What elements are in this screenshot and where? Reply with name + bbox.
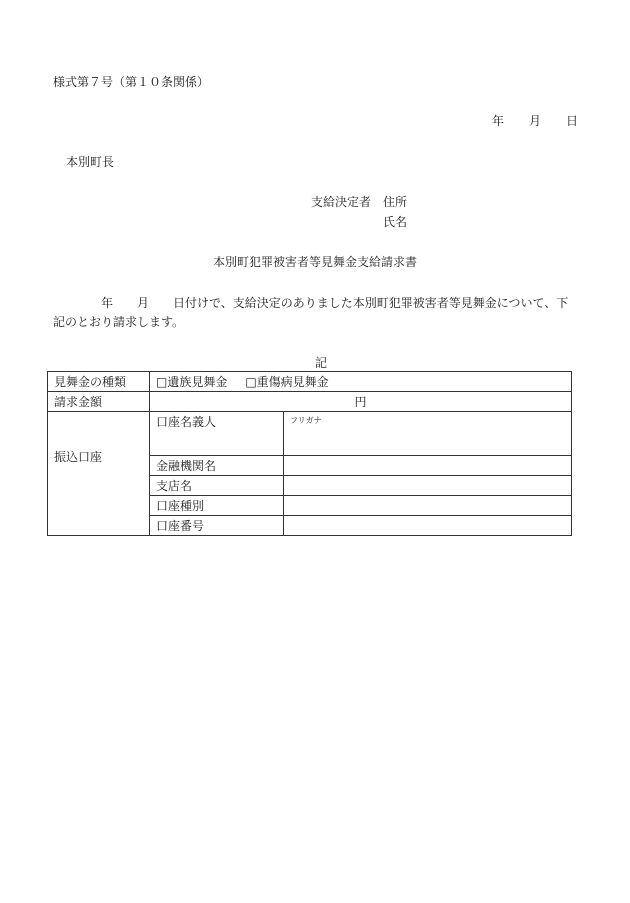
kind-options	[150, 372, 572, 392]
month-label: 月	[529, 114, 542, 128]
type-field[interactable]	[284, 496, 572, 516]
body-text: 年 月 日付けで、支給決定のありました本別町犯罪被害者等見舞金について、下記のとおり請求します。	[53, 296, 569, 329]
holder-label: 口座名義人	[150, 412, 284, 456]
furigana-label: フリガナ	[290, 416, 322, 425]
number-label: 口座番号	[150, 516, 284, 536]
applicant-address-label: 支給決定者 住所	[311, 195, 408, 209]
amount-unit: 円	[354, 394, 367, 409]
type-label: 口座種別	[150, 496, 284, 516]
kind-label: 見舞金の種類	[48, 372, 150, 392]
date-line	[492, 114, 578, 128]
amount-field[interactable]	[150, 392, 572, 412]
document-title: 本別町犯罪被害者等見舞金支給請求書	[212, 255, 417, 269]
addressee: 本別町長	[66, 155, 115, 169]
request-form-table	[47, 371, 572, 536]
kind-option-serious-injury[interactable]: □重傷病見舞金	[245, 374, 329, 389]
ki-heading: 記	[314, 356, 327, 370]
kind-option-bereaved[interactable]: □遺族見舞金	[156, 374, 228, 389]
form-number: 様式第７号（第１０条関係）	[53, 75, 210, 89]
applicant-name-label: 氏名	[383, 215, 408, 229]
bank-field[interactable]	[284, 456, 572, 476]
branch-field[interactable]	[284, 476, 572, 496]
year-label: 年	[492, 114, 505, 128]
day-label: 日	[566, 114, 579, 128]
table-row-holder	[48, 412, 572, 456]
holder-field[interactable]	[284, 412, 572, 456]
number-field[interactable]	[284, 516, 572, 536]
table-row-amount	[48, 392, 572, 412]
branch-label: 支店名	[150, 476, 284, 496]
amount-label: 請求金額	[48, 392, 150, 412]
bank-label: 金融機関名	[150, 456, 284, 476]
account-label: 振込口座	[48, 412, 150, 536]
table-row-kind	[48, 372, 572, 392]
